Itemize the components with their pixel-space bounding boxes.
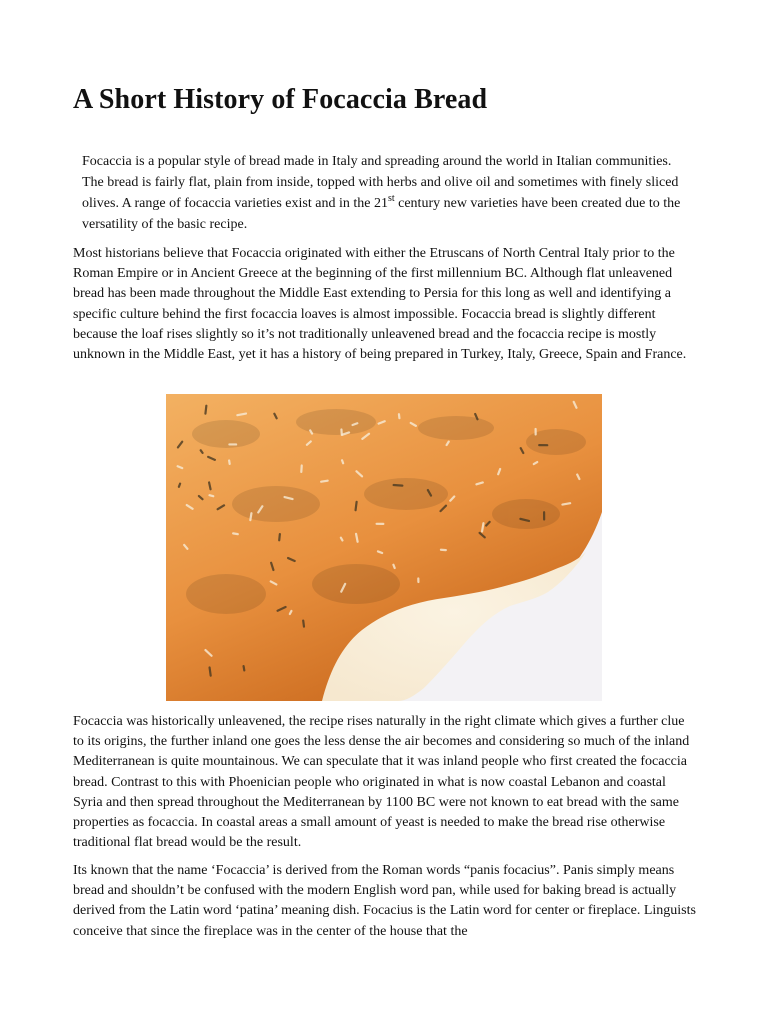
- intro-superscript: st: [387, 193, 395, 204]
- body-paragraph-2: Focaccia was historically unleavened, the recipe rises naturally in the right climate which gives a further clue to its origins, the further inland one goes the less dense the air becomes and considering so much of the inland Mediterranean is quite mountainous. We can speculate that it was inland people who first created the focaccia bread. Contrast to this with Phoenician people who originated in what is now coastal Lebanon and coastal Syria and then spread throughout the Mediterranean by 1100 BC were not known to eat bread with the same properties as focaccia. In coastal areas a small amount of yeast is needed to make the bread rise otherwise traditional flat bread would be the result.: [73, 714, 690, 851]
- focaccia-photo: [166, 394, 602, 701]
- body-paragraph-1: Most historians believe that Focaccia originated with either the Etruscans of North Central Italy prior to the Roman Empire or in Ancient Greece at the beginning of the first millennium BC. Although flat unleavened bread has been made throughout the Middle East extending to Persia for this long as well and identifying a specific culture behind the first focaccia loaves is almost impossible. Focaccia bread is slightly different because the loaf rises slightly so it’s not traditionally unleavened bread and the focaccia recipe is mostly unknown in the Middle East, yet it has a history of being prepared in Turkey, Italy, Greece, Spain and France.: [73, 246, 687, 363]
- intro-text-start: Focaccia is a popular style of bread made in Italy and spreading around the world in Italian communities. The bread is fairly flat, plain from inside, topped with herbs and olive oil and sometimes with finely sliced olives. A range of focaccia varieties exist and in the 21: [82, 154, 679, 211]
- intro-paragraph: [82, 151, 682, 235]
- body-paragraph-3: Its known that the name ‘Focaccia’ is derived from the Roman words “panis focacius”. Panis simply means bread and shouldn’t be confused with the modern English word pan, while used for baking bread is actually derived from the Latin word ‘patina’ meaning dish. Focacius is the Latin word for center or fireplace. Linguists conceive that since the fireplace was in the center of the house that the: [73, 863, 696, 939]
- intro-text-end: century new varieties have been created due to the versatility of the basic recipe.: [82, 196, 681, 232]
- document-title: A Short History of Focaccia Bread: [73, 84, 488, 115]
